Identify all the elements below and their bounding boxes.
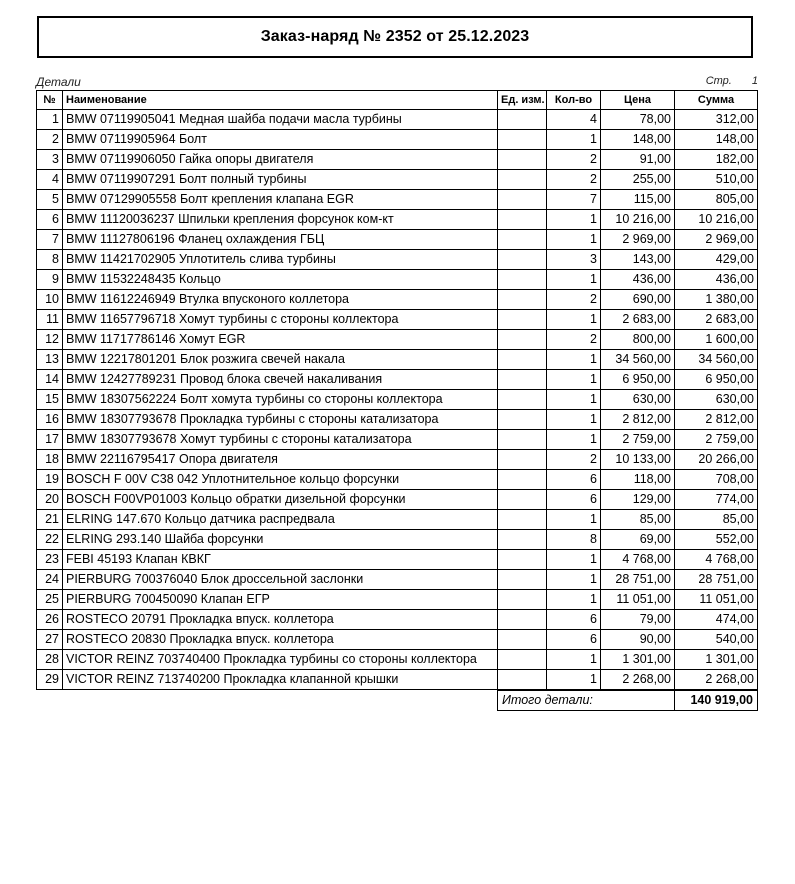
total-value: 140 919,00 <box>675 690 758 711</box>
cell-num: 25 <box>37 590 63 610</box>
column-header-name: Наименование <box>63 91 498 110</box>
cell-sum: 2 812,00 <box>675 410 758 430</box>
table-row <box>37 630 758 650</box>
cell-unit <box>498 550 547 570</box>
cell-price: 2 683,00 <box>601 310 675 330</box>
cell-sum: 28 751,00 <box>675 570 758 590</box>
cell-qty: 1 <box>547 130 601 150</box>
cell-sum: 510,00 <box>675 170 758 190</box>
table-row <box>37 110 758 130</box>
cell-unit <box>498 570 547 590</box>
cell-price: 79,00 <box>601 610 675 630</box>
cell-name: ROSTECO 20830 Прокладка впуск. коллетора <box>63 630 498 650</box>
cell-num: 16 <box>37 410 63 430</box>
table-row <box>37 650 758 670</box>
cell-unit <box>498 650 547 670</box>
total-label: Итого детали: <box>498 690 675 711</box>
table-row <box>37 610 758 630</box>
cell-unit <box>498 530 547 550</box>
cell-qty: 1 <box>547 670 601 690</box>
cell-num: 26 <box>37 610 63 630</box>
cell-price: 436,00 <box>601 270 675 290</box>
cell-unit <box>498 490 547 510</box>
table-row <box>37 470 758 490</box>
cell-price: 2 812,00 <box>601 410 675 430</box>
cell-unit <box>498 250 547 270</box>
cell-unit <box>498 370 547 390</box>
cell-num: 11 <box>37 310 63 330</box>
cell-unit <box>498 470 547 490</box>
table-row <box>37 210 758 230</box>
cell-sum: 6 950,00 <box>675 370 758 390</box>
cell-sum: 2 969,00 <box>675 230 758 250</box>
column-header-price: Цена <box>601 91 675 110</box>
cell-name: ELRING 293.140 Шайба форсунки <box>63 530 498 550</box>
cell-qty: 7 <box>547 190 601 210</box>
cell-sum: 1 301,00 <box>675 650 758 670</box>
column-header-unit: Ед. изм. <box>498 91 547 110</box>
cell-name: VICTOR REINZ 713740200 Прокладка клапанной крышки <box>63 670 498 690</box>
cell-qty: 6 <box>547 630 601 650</box>
table-row <box>37 530 758 550</box>
cell-name: BMW 11120036237 Шпильки крепления форсунок ком-кт <box>63 210 498 230</box>
cell-num: 1 <box>37 110 63 130</box>
cell-price: 129,00 <box>601 490 675 510</box>
table-row <box>37 370 758 390</box>
cell-qty: 2 <box>547 170 601 190</box>
parts-table <box>36 90 758 690</box>
cell-num: 23 <box>37 550 63 570</box>
cell-qty: 1 <box>547 590 601 610</box>
cell-sum: 630,00 <box>675 390 758 410</box>
cell-price: 115,00 <box>601 190 675 210</box>
cell-price: 690,00 <box>601 290 675 310</box>
cell-num: 12 <box>37 330 63 350</box>
cell-price: 69,00 <box>601 530 675 550</box>
cell-sum: 34 560,00 <box>675 350 758 370</box>
cell-price: 85,00 <box>601 510 675 530</box>
cell-num: 27 <box>37 630 63 650</box>
cell-num: 13 <box>37 350 63 370</box>
table-row <box>37 130 758 150</box>
cell-qty: 4 <box>547 110 601 130</box>
cell-price: 11 051,00 <box>601 590 675 610</box>
cell-unit <box>498 310 547 330</box>
cell-name: BMW 12217801201 Блок розжига свечей накала <box>63 350 498 370</box>
cell-qty: 1 <box>547 210 601 230</box>
cell-num: 15 <box>37 390 63 410</box>
cell-sum: 2 759,00 <box>675 430 758 450</box>
cell-sum: 20 266,00 <box>675 450 758 470</box>
cell-name: BMW 18307793678 Хомут турбины с стороны катализатора <box>63 430 498 450</box>
cell-unit <box>498 430 547 450</box>
cell-qty: 1 <box>547 510 601 530</box>
cell-sum: 429,00 <box>675 250 758 270</box>
cell-qty: 6 <box>547 610 601 630</box>
cell-name: BMW 07129905558 Болт крепления клапана EGR <box>63 190 498 210</box>
cell-num: 4 <box>37 170 63 190</box>
cell-qty: 2 <box>547 450 601 470</box>
cell-num: 2 <box>37 130 63 150</box>
cell-name: BMW 07119905041 Медная шайба подачи масла турбины <box>63 110 498 130</box>
cell-price: 800,00 <box>601 330 675 350</box>
cell-sum: 312,00 <box>675 110 758 130</box>
table-row <box>37 550 758 570</box>
table-row <box>37 510 758 530</box>
cell-qty: 2 <box>547 150 601 170</box>
cell-num: 5 <box>37 190 63 210</box>
cell-sum: 805,00 <box>675 190 758 210</box>
cell-unit <box>498 290 547 310</box>
cell-price: 6 950,00 <box>601 370 675 390</box>
cell-qty: 2 <box>547 290 601 310</box>
document-title-box <box>37 16 753 58</box>
cell-num: 24 <box>37 570 63 590</box>
cell-qty: 1 <box>547 230 601 250</box>
cell-unit <box>498 150 547 170</box>
cell-name: BMW 11421702905 Уплотитель слива турбины <box>63 250 498 270</box>
cell-unit <box>498 110 547 130</box>
cell-num: 21 <box>37 510 63 530</box>
cell-price: 148,00 <box>601 130 675 150</box>
cell-unit <box>498 590 547 610</box>
cell-sum: 4 768,00 <box>675 550 758 570</box>
cell-num: 10 <box>37 290 63 310</box>
cell-name: PIERBURG 700450090 Клапан ЕГР <box>63 590 498 610</box>
cell-unit <box>498 350 547 370</box>
cell-unit <box>498 630 547 650</box>
cell-unit <box>498 170 547 190</box>
cell-qty: 1 <box>547 370 601 390</box>
cell-qty: 1 <box>547 430 601 450</box>
table-row <box>37 350 758 370</box>
cell-price: 2 268,00 <box>601 670 675 690</box>
cell-num: 19 <box>37 470 63 490</box>
cell-qty: 1 <box>547 270 601 290</box>
cell-sum: 1 380,00 <box>675 290 758 310</box>
table-header-row <box>37 91 758 110</box>
section-label: Детали <box>36 75 81 89</box>
cell-sum: 11 051,00 <box>675 590 758 610</box>
cell-price: 91,00 <box>601 150 675 170</box>
cell-sum: 148,00 <box>675 130 758 150</box>
page-label: Стр. <box>705 75 732 87</box>
cell-unit <box>498 610 547 630</box>
cell-unit <box>498 130 547 150</box>
cell-sum: 10 216,00 <box>675 210 758 230</box>
cell-qty: 1 <box>547 570 601 590</box>
table-row <box>37 490 758 510</box>
cell-qty: 6 <box>547 490 601 510</box>
cell-price: 34 560,00 <box>601 350 675 370</box>
cell-price: 630,00 <box>601 390 675 410</box>
cell-sum: 2 683,00 <box>675 310 758 330</box>
cell-price: 2 969,00 <box>601 230 675 250</box>
cell-price: 2 759,00 <box>601 430 675 450</box>
table-row <box>37 190 758 210</box>
table-row <box>37 570 758 590</box>
cell-num: 20 <box>37 490 63 510</box>
cell-price: 143,00 <box>601 250 675 270</box>
cell-sum: 436,00 <box>675 270 758 290</box>
table-row <box>37 150 758 170</box>
cell-sum: 552,00 <box>675 530 758 550</box>
cell-unit <box>498 230 547 250</box>
cell-num: 8 <box>37 250 63 270</box>
cell-unit <box>498 190 547 210</box>
cell-price: 10 216,00 <box>601 210 675 230</box>
cell-unit <box>498 510 547 530</box>
cell-sum: 774,00 <box>675 490 758 510</box>
cell-sum: 2 268,00 <box>675 670 758 690</box>
cell-price: 255,00 <box>601 170 675 190</box>
cell-name: PIERBURG 700376040 Блок дроссельной заслонки <box>63 570 498 590</box>
table-row <box>37 230 758 250</box>
table-row <box>37 410 758 430</box>
cell-qty: 8 <box>547 530 601 550</box>
cell-price: 118,00 <box>601 470 675 490</box>
cell-price: 10 133,00 <box>601 450 675 470</box>
page-indicator <box>706 75 758 87</box>
cell-num: 7 <box>37 230 63 250</box>
cell-num: 28 <box>37 650 63 670</box>
cell-name: BMW 07119905964 Болт <box>63 130 498 150</box>
cell-num: 22 <box>37 530 63 550</box>
cell-qty: 2 <box>547 330 601 350</box>
cell-name: ROSTECO 20791 Прокладка впуск. коллетора <box>63 610 498 630</box>
table-row <box>37 670 758 690</box>
cell-unit <box>498 210 547 230</box>
cell-sum: 1 600,00 <box>675 330 758 350</box>
cell-unit <box>498 270 547 290</box>
table-row <box>37 450 758 470</box>
cell-name: BMW 11532248435 Кольцо <box>63 270 498 290</box>
cell-qty: 1 <box>547 650 601 670</box>
cell-num: 29 <box>37 670 63 690</box>
cell-name: FEBI 45193 Клапан КВКГ <box>63 550 498 570</box>
cell-name: BMW 11612246949 Втулка впусконого коллетора <box>63 290 498 310</box>
table-row <box>37 430 758 450</box>
cell-name: BMW 11717786146 Хомут EGR <box>63 330 498 350</box>
cell-num: 9 <box>37 270 63 290</box>
cell-sum: 85,00 <box>675 510 758 530</box>
cell-price: 78,00 <box>601 110 675 130</box>
document-title: Заказ-наряд № 2352 от 25.12.2023 <box>260 28 530 45</box>
page-number: 1 <box>751 75 758 87</box>
cell-unit <box>498 410 547 430</box>
table-row <box>37 310 758 330</box>
table-row <box>37 290 758 310</box>
cell-qty: 1 <box>547 410 601 430</box>
cell-qty: 3 <box>547 250 601 270</box>
cell-name: BOSCH F00VP01003 Кольцо обратки дизельной форсунки <box>63 490 498 510</box>
cell-unit <box>498 330 547 350</box>
cell-name: BMW 18307793678 Прокладка турбины с стороны катализатора <box>63 410 498 430</box>
cell-price: 90,00 <box>601 630 675 650</box>
cell-name: BMW 22116795417 Опора двигателя <box>63 450 498 470</box>
cell-qty: 1 <box>547 390 601 410</box>
cell-sum: 474,00 <box>675 610 758 630</box>
table-row <box>37 330 758 350</box>
column-header-sum: Сумма <box>675 91 758 110</box>
cell-name: ELRING 147.670 Кольцо датчика распредвала <box>63 510 498 530</box>
total-row <box>498 690 758 711</box>
cell-num: 14 <box>37 370 63 390</box>
cell-qty: 1 <box>547 350 601 370</box>
cell-qty: 1 <box>547 550 601 570</box>
cell-qty: 1 <box>547 310 601 330</box>
column-header-num: № <box>37 91 63 110</box>
cell-num: 17 <box>37 430 63 450</box>
cell-sum: 540,00 <box>675 630 758 650</box>
cell-name: VICTOR REINZ 703740400 Прокладка турбины со стороны коллектора <box>63 650 498 670</box>
cell-num: 3 <box>37 150 63 170</box>
cell-unit <box>498 390 547 410</box>
table-row <box>37 590 758 610</box>
cell-name: BMW 18307562224 Болт хомута турбины со стороны коллектора <box>63 390 498 410</box>
cell-name: BMW 07119907291 Болт полный турбины <box>63 170 498 190</box>
cell-name: BMW 11657796718 Хомут турбины с стороны коллектора <box>63 310 498 330</box>
cell-name: BMW 07119906050 Гайка опоры двигателя <box>63 150 498 170</box>
cell-num: 6 <box>37 210 63 230</box>
cell-sum: 708,00 <box>675 470 758 490</box>
cell-qty: 6 <box>547 470 601 490</box>
column-header-qty: Кол-во <box>547 91 601 110</box>
table-row <box>37 270 758 290</box>
table-row <box>37 390 758 410</box>
total-table <box>497 689 758 711</box>
cell-name: BMW 12427789231 Провод блока свечей накаливания <box>63 370 498 390</box>
table-row <box>37 170 758 190</box>
cell-name: BOSCH F 00V C38 042 Уплотнительное кольцо форсунки <box>63 470 498 490</box>
cell-num: 18 <box>37 450 63 470</box>
cell-price: 28 751,00 <box>601 570 675 590</box>
cell-sum: 182,00 <box>675 150 758 170</box>
cell-unit <box>498 450 547 470</box>
cell-name: BMW 11127806196 Фланец охлаждения ГБЦ <box>63 230 498 250</box>
cell-unit <box>498 670 547 690</box>
table-row <box>37 250 758 270</box>
cell-price: 1 301,00 <box>601 650 675 670</box>
cell-price: 4 768,00 <box>601 550 675 570</box>
